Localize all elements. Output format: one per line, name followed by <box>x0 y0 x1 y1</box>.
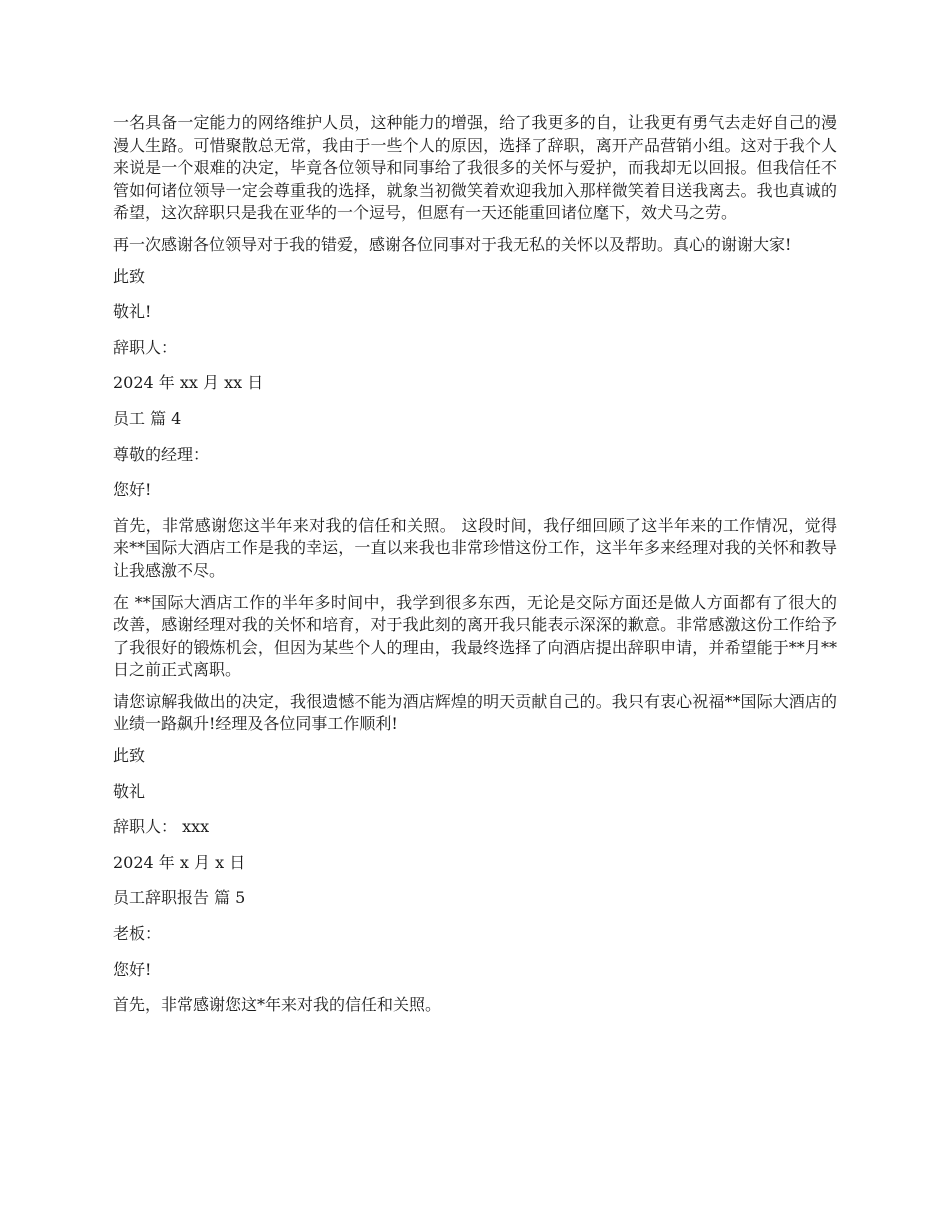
salutation-cizhi: 此致 <box>113 266 146 286</box>
section-heading-4: 员工 篇 4 <box>113 408 182 428</box>
paragraph-hotel-resignation: 在 **国际大酒店工作的半年多时间中，我学到很多东西，无论是交际方面还是做人方面都有了很大的改善，感谢经理对我的关怀和培育，对于我此刻的离开我只能表示深深的歉意。非常感激这份工作给予了我很好的锻炼机会，但因为某些个人的理由，我最终选择了向酒店提出辞职申请，并希望能于**月**日之前正式离职。 <box>113 592 837 680</box>
greeting: 您好! <box>113 480 152 500</box>
salutation-cizhi-2: 此致 <box>113 746 146 766</box>
addressee-boss: 老板： <box>113 924 162 944</box>
document-body <box>113 112 837 1030</box>
signature-label: 辞职人： <box>113 337 178 357</box>
greeting-2: 您好! <box>113 959 152 979</box>
salutation-jingli-2: 敬礼 <box>113 781 146 801</box>
addressee-manager: 尊敬的经理： <box>113 444 210 464</box>
date-line: 2024 年 xx 月 xx 日 <box>113 373 264 393</box>
date-line-2: 2024 年 x 月 x 日 <box>113 852 246 872</box>
section-heading-5: 员工辞职报告 篇 5 <box>113 888 246 908</box>
signature-line: 辞职人： xxx <box>113 817 210 837</box>
paragraph-thanks: 再一次感谢各位领导对于我的错爱，感谢各位同事对于我无私的关怀以及帮助。真心的谢谢大家! <box>113 234 792 254</box>
paragraph-hotel-thanks: 首先，非常感谢您这半年来对我的信任和关照。 这段时间，我仔细回顾了这半年来的工作情况，觉得来**国际大酒店工作是我的幸运，一直以来我也非常珍惜这份工作，这半年多来经理对我的关怀和教导让我感激不尽。 <box>113 515 837 580</box>
paragraph-hotel-wishes: 请您谅解我做出的决定，我很遗憾不能为酒店辉煌的明天贡献自己的。我只有衷心祝福**国际大酒店的业绩一路飙升!经理及各位同事工作顺利! <box>113 691 837 734</box>
paragraph-network-maintenance: 一名具备一定能力的网络维护人员，这种能力的增强，给了我更多的自，让我更有勇气去走好自己的漫漫人生路。可惜聚散总无常，我由于一些个人的原因，选择了辞职，离开产品营销小组。这对于我个人来说是一个艰难的决定，毕竟各位领导和同事给了我很多的关怀与爱护，而我却无以回报。但我信任不管如何诸位领导一定会尊重我的选择，就象当初微笑着欢迎我加入那样微笑着目送我离去。我也真诚的希望，这次辞职只是我在亚华的一个逗号，但愿有一天还能重回诸位麾下，效犬马之劳。 <box>113 113 837 223</box>
salutation-jingli: 敬礼! <box>113 302 152 322</box>
paragraph-boss-thanks: 首先，非常感谢您这*年来对我的信任和关照。 <box>113 995 442 1015</box>
